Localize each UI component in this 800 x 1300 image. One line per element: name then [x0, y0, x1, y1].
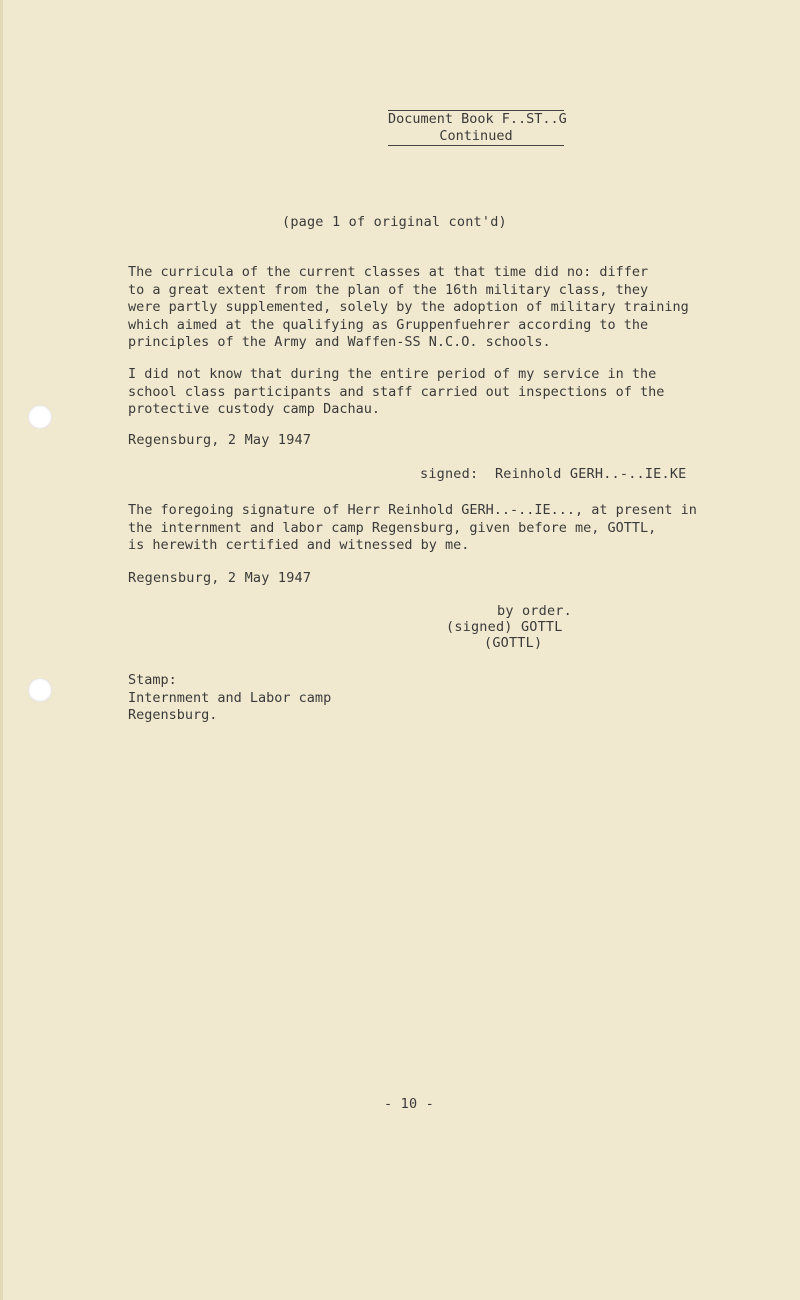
text-line: protective custody camp Dachau.: [128, 401, 380, 417]
stamp-block: [128, 672, 728, 725]
paragraph-inspections: [128, 366, 728, 419]
document-header: [388, 110, 567, 146]
text-line: which aimed at the qualifying as Gruppenfuehrer according to the: [128, 316, 649, 333]
paper-edge: [0, 0, 3, 1300]
stamp-line: Internment and Labor camp: [128, 689, 332, 706]
place-date-1: Regensburg, 2 May 1947: [128, 432, 312, 448]
punch-hole-bottom: [28, 678, 52, 702]
gottl-typed: (GOTTL): [484, 635, 543, 651]
text-line: The curricula of the current classes at that time did no: differ: [128, 264, 649, 280]
signature-line: signed: Reinhold GERH..-..IE.KE: [420, 466, 687, 482]
signed-gottl: (signed) GOTTL: [446, 619, 563, 635]
punch-hole-top: [28, 405, 52, 429]
stamp-label: Stamp:: [128, 672, 177, 688]
text-line: principles of the Army and Waffen-SS N.C.O. schools.: [128, 334, 551, 350]
header-title: Document Book F..ST..G: [388, 111, 567, 127]
page-number: - 10 -: [384, 1096, 434, 1112]
header-subtitle: Continued: [439, 128, 513, 144]
header-bottom-rule: [388, 145, 564, 146]
place-date-2: Regensburg, 2 May 1947: [128, 570, 312, 586]
text-line: were partly supplemented, solely by the adoption of military training: [128, 299, 689, 315]
by-order: by order.: [497, 603, 572, 619]
paragraph-certification: [128, 502, 728, 555]
text-line: I did not know that during the entire period of my service in the: [128, 366, 657, 382]
text-line: to a great extent from the plan of the 16th military class, they: [128, 281, 649, 298]
text-line: The foregoing signature of Herr Reinhold GERH..-..IE..., at present in: [128, 502, 697, 518]
text-line: is herewith certified and witnessed by me.: [128, 537, 470, 553]
paragraph-curricula: [128, 264, 728, 352]
text-line: school class participants and staff carried out inspections of the: [128, 383, 665, 400]
stamp-line: Regensburg.: [128, 707, 218, 723]
page-reference: (page 1 of original cont'd): [282, 214, 507, 230]
text-line: the internment and labor camp Regensburg, given before me, GOTTL,: [128, 519, 657, 536]
